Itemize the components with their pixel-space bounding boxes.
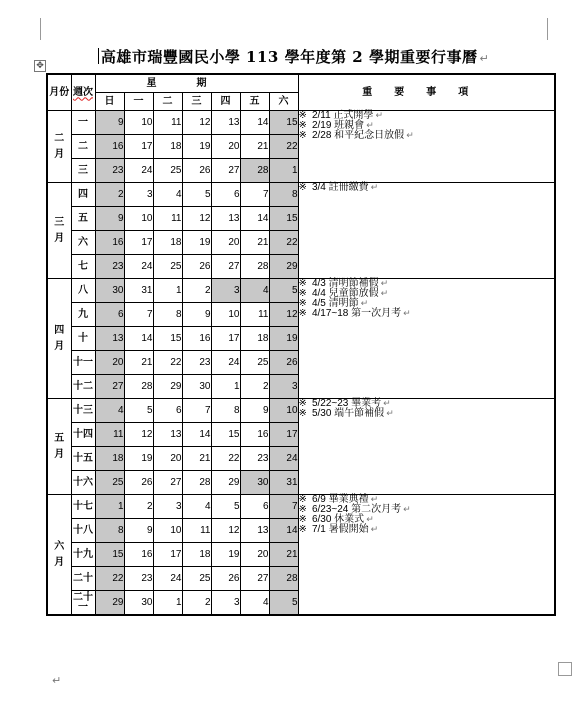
header-day-4: 四 — [211, 93, 240, 111]
date-cell: 11 — [153, 111, 182, 135]
event-mark-icon: ※ — [298, 408, 307, 419]
date-cell: 22 — [211, 447, 240, 471]
date-cell: 8 — [269, 183, 298, 207]
event-mark-icon: ※ — [298, 120, 307, 131]
date-cell: 26 — [182, 255, 211, 279]
date-cell: 1 — [153, 279, 182, 303]
date-cell: 23 — [95, 255, 124, 279]
week-number: 三 — [71, 159, 95, 183]
date-cell: 24 — [124, 255, 153, 279]
paragraph-mark-icon: ↵ — [380, 289, 389, 299]
events-cell — [298, 183, 555, 279]
date-cell: 13 — [211, 207, 240, 231]
date-cell: 22 — [95, 567, 124, 591]
event-text: 6/23~24 第二次月考 — [311, 504, 402, 515]
date-cell: 10 — [124, 207, 153, 231]
paragraph-mark-icon: ↵ — [366, 121, 374, 131]
date-cell: 28 — [240, 255, 269, 279]
date-cell: 10 — [153, 519, 182, 543]
table-move-handle-icon[interactable]: ✥ — [34, 60, 46, 72]
paragraph-mark-icon: ↵ — [360, 299, 369, 309]
date-cell: 15 — [95, 543, 124, 567]
month-name: 六月 — [54, 540, 65, 568]
date-cell: 29 — [211, 471, 240, 495]
date-cell: 3 — [269, 375, 298, 399]
header-day-3: 三 — [182, 93, 211, 111]
date-cell: 30 — [124, 591, 153, 616]
date-cell: 31 — [124, 279, 153, 303]
date-cell: 16 — [182, 327, 211, 351]
date-cell: 18 — [182, 543, 211, 567]
date-cell: 20 — [211, 231, 240, 255]
events-cell — [298, 111, 555, 183]
event-mark-icon: ※ — [298, 110, 307, 121]
event-mark-icon: ※ — [298, 298, 307, 309]
header-events: 重要事項 — [298, 74, 555, 111]
date-cell: 7 — [269, 495, 298, 519]
header-month-text: 月份 — [49, 86, 70, 98]
date-cell: 13 — [153, 423, 182, 447]
header-week-text: 週次 — [73, 86, 93, 98]
header-month — [47, 74, 71, 111]
date-cell: 30 — [240, 471, 269, 495]
month-name: 五月 — [54, 432, 65, 460]
date-cell: 15 — [269, 111, 298, 135]
week-row — [47, 399, 555, 423]
calendar-table — [46, 73, 556, 616]
date-cell: 5 — [269, 279, 298, 303]
date-cell: 27 — [211, 159, 240, 183]
date-cell: 1 — [269, 159, 298, 183]
event-mark-icon: ※ — [298, 130, 307, 141]
paragraph-mark-icon: ↵ — [366, 515, 374, 525]
week-number: 七 — [71, 255, 95, 279]
event-text: 2/28 和平紀念日放假 — [311, 130, 405, 141]
date-cell: 9 — [182, 303, 211, 327]
event-item — [299, 131, 554, 141]
date-cell: 15 — [211, 423, 240, 447]
event-text: 4/5 清明節 — [311, 298, 359, 309]
date-cell: 24 — [153, 567, 182, 591]
date-cell: 22 — [269, 231, 298, 255]
week-number: 一 — [71, 111, 95, 135]
date-cell: 2 — [95, 183, 124, 207]
date-cell: 23 — [240, 447, 269, 471]
header-row-top — [47, 74, 555, 93]
date-cell: 28 — [124, 375, 153, 399]
header-day-2: 二 — [153, 93, 182, 111]
date-cell: 27 — [95, 375, 124, 399]
date-cell: 19 — [182, 231, 211, 255]
date-cell: 3 — [211, 279, 240, 303]
date-cell: 29 — [269, 255, 298, 279]
week-number: 十八 — [71, 519, 95, 543]
date-cell: 11 — [153, 207, 182, 231]
date-cell: 2 — [240, 375, 269, 399]
date-cell: 17 — [211, 327, 240, 351]
date-cell: 12 — [269, 303, 298, 327]
date-cell: 13 — [95, 327, 124, 351]
month-name: 二月 — [54, 132, 65, 160]
date-cell: 21 — [240, 135, 269, 159]
date-cell: 7 — [124, 303, 153, 327]
paragraph-mark-icon: ↵ — [370, 183, 379, 193]
paragraph-mark-icon: ↵ — [375, 111, 383, 121]
date-cell: 12 — [124, 423, 153, 447]
date-cell: 28 — [240, 159, 269, 183]
event-mark-icon: ※ — [298, 288, 307, 299]
header-day-0: 日 — [95, 93, 124, 111]
paragraph-mark-icon: ↵ — [403, 505, 411, 515]
event-item — [299, 309, 554, 319]
event-mark-icon: ※ — [298, 308, 307, 319]
date-cell: 4 — [153, 183, 182, 207]
date-cell: 7 — [182, 399, 211, 423]
event-mark-icon: ※ — [298, 524, 307, 535]
week-row — [47, 111, 555, 135]
date-cell: 5 — [269, 591, 298, 616]
week-number: 八 — [71, 279, 95, 303]
week-number: 十三 — [71, 399, 95, 423]
date-cell: 31 — [269, 471, 298, 495]
date-cell: 29 — [95, 591, 124, 616]
week-number: 四 — [71, 183, 95, 207]
week-number: 十 — [71, 327, 95, 351]
event-mark-icon: ※ — [298, 278, 307, 289]
date-cell: 25 — [153, 255, 182, 279]
date-cell: 9 — [240, 399, 269, 423]
header-week — [71, 74, 95, 111]
crop-mark-top-left — [28, 18, 41, 40]
date-cell: 13 — [211, 111, 240, 135]
header-weekday: 星期 — [95, 74, 298, 93]
date-cell: 4 — [95, 399, 124, 423]
header-day-5: 五 — [240, 93, 269, 111]
date-cell: 21 — [269, 543, 298, 567]
event-text: 2/19 班親會 — [311, 120, 365, 131]
event-text: 7/1 暑假開始 — [311, 524, 369, 535]
paragraph-mark-icon: ↵ — [52, 674, 62, 687]
week-number: 九 — [71, 303, 95, 327]
date-cell: 15 — [269, 207, 298, 231]
date-cell: 7 — [240, 183, 269, 207]
paragraph-mark-icon: ↵ — [370, 495, 379, 505]
event-text: 4/3 清明節補假 — [311, 278, 379, 289]
date-cell: 25 — [182, 567, 211, 591]
date-cell: 17 — [124, 135, 153, 159]
date-cell: 19 — [269, 327, 298, 351]
week-number: 十四 — [71, 423, 95, 447]
date-cell: 6 — [95, 303, 124, 327]
date-cell: 8 — [95, 519, 124, 543]
event-text: 4/17~18 第一次月考 — [311, 308, 402, 319]
date-cell: 19 — [182, 135, 211, 159]
date-cell: 10 — [211, 303, 240, 327]
event-text: 6/30 休業式 — [311, 514, 365, 525]
date-cell: 8 — [211, 399, 240, 423]
paragraph-mark-icon: ↵ — [370, 525, 379, 535]
event-text: 3/4 註冊繳費 — [311, 182, 369, 193]
date-cell: 29 — [153, 375, 182, 399]
date-cell: 20 — [211, 135, 240, 159]
date-cell: 16 — [95, 135, 124, 159]
date-cell: 9 — [124, 519, 153, 543]
date-cell: 28 — [269, 567, 298, 591]
date-cell: 9 — [95, 207, 124, 231]
week-row — [47, 279, 555, 303]
date-cell: 6 — [153, 399, 182, 423]
week-row — [47, 495, 555, 519]
event-mark-icon: ※ — [298, 398, 307, 409]
date-cell: 3 — [153, 495, 182, 519]
date-cell: 4 — [240, 591, 269, 616]
date-cell: 23 — [124, 567, 153, 591]
paragraph-mark-icon: ↵ — [386, 409, 394, 419]
date-cell: 15 — [153, 327, 182, 351]
date-cell: 2 — [182, 591, 211, 616]
events-cell — [298, 495, 555, 616]
date-cell: 17 — [153, 543, 182, 567]
week-number: 二十一 — [71, 591, 95, 616]
date-cell: 23 — [95, 159, 124, 183]
date-cell: 11 — [182, 519, 211, 543]
date-cell: 12 — [182, 207, 211, 231]
date-cell: 4 — [240, 279, 269, 303]
week-number: 五 — [71, 207, 95, 231]
week-number: 十五 — [71, 447, 95, 471]
date-cell: 16 — [240, 423, 269, 447]
date-cell: 1 — [211, 375, 240, 399]
date-cell: 26 — [211, 567, 240, 591]
event-item — [299, 183, 554, 193]
event-text: 5/22~23 畢業考 — [311, 398, 382, 409]
date-cell: 14 — [240, 207, 269, 231]
date-cell: 4 — [182, 495, 211, 519]
date-cell: 5 — [124, 399, 153, 423]
title-text: 高雄市瑞豐國民小學 113 學年度第 2 學期重要行事曆 — [100, 48, 478, 66]
week-number: 二 — [71, 135, 95, 159]
date-cell: 1 — [95, 495, 124, 519]
month-cell — [47, 495, 71, 616]
date-cell: 3 — [124, 183, 153, 207]
week-number: 二十 — [71, 567, 95, 591]
month-cell — [47, 279, 71, 399]
date-cell: 22 — [269, 135, 298, 159]
date-cell: 21 — [240, 231, 269, 255]
event-text: 2/11 正式開學 — [311, 110, 374, 121]
date-cell: 12 — [211, 519, 240, 543]
text-cursor — [98, 48, 99, 64]
week-number: 十一 — [71, 351, 95, 375]
header-day-6: 六 — [269, 93, 298, 111]
date-cell: 25 — [153, 159, 182, 183]
date-cell: 5 — [182, 183, 211, 207]
header-day-1: 一 — [124, 93, 153, 111]
date-cell: 16 — [95, 231, 124, 255]
date-cell: 5 — [211, 495, 240, 519]
event-mark-icon: ※ — [298, 514, 307, 525]
date-cell: 19 — [124, 447, 153, 471]
date-cell: 11 — [95, 423, 124, 447]
date-cell: 25 — [95, 471, 124, 495]
date-cell: 18 — [153, 231, 182, 255]
date-cell: 24 — [124, 159, 153, 183]
paragraph-mark-icon: ↵ — [380, 279, 389, 289]
date-cell: 30 — [182, 375, 211, 399]
date-cell: 12 — [182, 111, 211, 135]
page-corner-mark — [558, 662, 572, 676]
week-number: 十七 — [71, 495, 95, 519]
date-cell: 10 — [124, 111, 153, 135]
event-text: 6/9 畢業典禮 — [311, 494, 369, 505]
date-cell: 9 — [95, 111, 124, 135]
date-cell: 16 — [124, 543, 153, 567]
paragraph-mark-icon: ↵ — [406, 131, 414, 141]
date-cell: 27 — [240, 567, 269, 591]
date-cell: 21 — [182, 447, 211, 471]
date-cell: 17 — [124, 231, 153, 255]
month-name: 三月 — [54, 216, 65, 244]
date-cell: 27 — [153, 471, 182, 495]
date-cell: 28 — [182, 471, 211, 495]
events-cell — [298, 279, 555, 399]
date-cell: 6 — [240, 495, 269, 519]
date-cell: 19 — [211, 543, 240, 567]
date-cell: 1 — [153, 591, 182, 616]
event-mark-icon: ※ — [298, 504, 307, 515]
date-cell: 6 — [211, 183, 240, 207]
date-cell: 17 — [269, 423, 298, 447]
event-text: 4/4 兒童節放假 — [311, 288, 379, 299]
date-cell: 26 — [124, 471, 153, 495]
date-cell: 10 — [269, 399, 298, 423]
week-number: 十二 — [71, 375, 95, 399]
date-cell: 3 — [211, 591, 240, 616]
event-text: 5/30 端午節補假 — [311, 408, 385, 419]
crop-mark-top-right — [547, 18, 549, 40]
event-mark-icon: ※ — [298, 494, 307, 505]
week-number: 十六 — [71, 471, 95, 495]
date-cell: 2 — [124, 495, 153, 519]
event-item — [299, 525, 554, 535]
date-cell: 8 — [153, 303, 182, 327]
date-cell: 20 — [95, 351, 124, 375]
date-cell: 20 — [240, 543, 269, 567]
date-cell: 2 — [182, 279, 211, 303]
event-mark-icon: ※ — [298, 182, 307, 193]
date-cell: 14 — [240, 111, 269, 135]
month-cell — [47, 399, 71, 495]
date-cell: 24 — [211, 351, 240, 375]
paragraph-mark-icon: ↵ — [479, 52, 490, 65]
event-item — [299, 409, 554, 419]
paragraph-mark-icon: ↵ — [383, 399, 391, 409]
date-cell: 27 — [211, 255, 240, 279]
month-name: 四月 — [54, 324, 65, 352]
month-cell — [47, 183, 71, 279]
date-cell: 18 — [240, 327, 269, 351]
date-cell: 22 — [153, 351, 182, 375]
date-cell: 14 — [182, 423, 211, 447]
date-cell: 11 — [240, 303, 269, 327]
week-number: 十九 — [71, 543, 95, 567]
date-cell: 26 — [182, 159, 211, 183]
date-cell: 14 — [269, 519, 298, 543]
date-cell: 18 — [153, 135, 182, 159]
date-cell: 25 — [240, 351, 269, 375]
events-cell — [298, 399, 555, 495]
date-cell: 24 — [269, 447, 298, 471]
date-cell: 14 — [124, 327, 153, 351]
week-number: 六 — [71, 231, 95, 255]
date-cell: 30 — [95, 279, 124, 303]
date-cell: 23 — [182, 351, 211, 375]
paragraph-mark-icon: ↵ — [403, 309, 411, 319]
week-row — [47, 183, 555, 207]
month-cell — [47, 111, 71, 183]
date-cell: 13 — [240, 519, 269, 543]
date-cell: 20 — [153, 447, 182, 471]
page-title — [0, 46, 587, 67]
date-cell: 21 — [124, 351, 153, 375]
date-cell: 18 — [95, 447, 124, 471]
date-cell: 26 — [269, 351, 298, 375]
